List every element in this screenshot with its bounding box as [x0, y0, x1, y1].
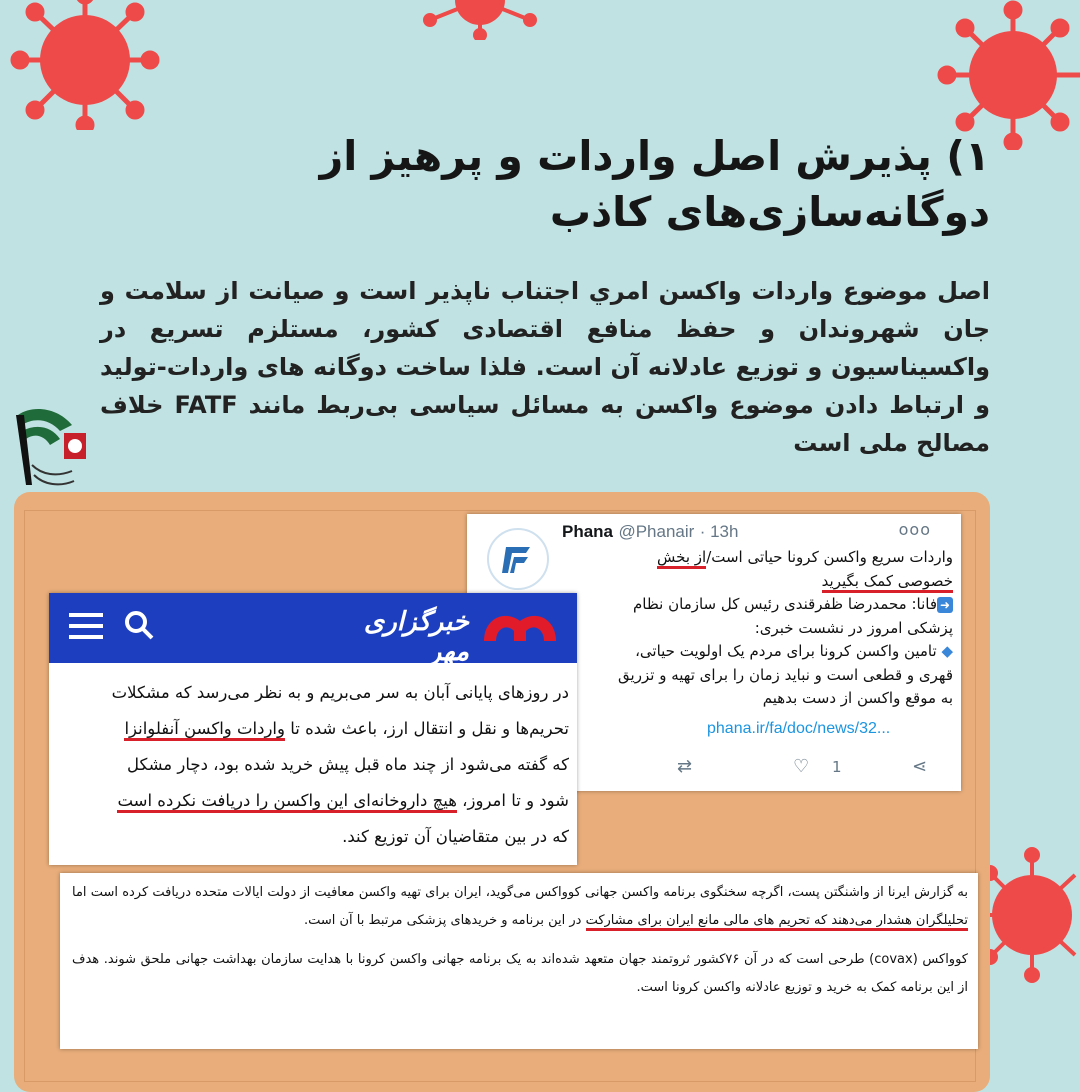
- mehr-line-1: در روزهای پایانی آبان به سر می‌بریم و به نظر می‌رسد که مشکلات: [111, 683, 569, 702]
- organization-logo-icon: [12, 405, 88, 495]
- tweet-link[interactable]: phana.ir/fa/doc/news/32...: [707, 720, 891, 737]
- arrow-icon: ➜: [937, 597, 953, 613]
- tweet-author[interactable]: Phana: [562, 522, 614, 541]
- article-text: [72, 879, 968, 1013]
- mehr-line-2a: تحریم‌ها و نقل و انتقال ارز، باعث شده تا: [284, 719, 569, 738]
- article-paragraph-2: کوواکس (covax) طرحی است که در آن ۷۶کشور ثروتمند جهان متعهد شده‌اند به یک برنامه جهانی واکسن کرونا با هدایت سازمان بهداشت جهانی ملحق شوند. هدف از این برنامه کمک به خرید و توزیع عادلانه واکسن کرونا است.: [72, 952, 968, 995]
- mehr-line-4a: شود و تا امروز،: [456, 791, 569, 810]
- tweet-header: [562, 522, 738, 542]
- virus-icon: [0, 0, 170, 130]
- search-icon[interactable]: [123, 609, 155, 641]
- article-paragraph-1: [72, 879, 968, 935]
- article-p1-highlight: تحلیلگران هشدار می‌دهند که تحریم های مالی مانع ایران برای مشارکت: [586, 913, 968, 931]
- mehr-line-5: که در بین متقاضیان آن توزیع کند.: [342, 827, 569, 846]
- share-icon[interactable]: ⋖: [912, 756, 928, 777]
- more-options-icon[interactable]: ooo: [898, 520, 931, 539]
- menu-icon[interactable]: [69, 611, 103, 641]
- mehr-article-text: [61, 675, 569, 855]
- page-title: ۱) پذیرش اصل واردات و پرهیز از دوگانه‌سازی‌های کاذب: [319, 132, 990, 236]
- article-p1-c: در این برنامه و خریدهای پزشکی مرتبط با آن است.: [303, 913, 586, 928]
- tweet-line-1a: واردات سریع واکسن کرونا حیاتی است/: [706, 548, 953, 566]
- tweet-line-3: فانا: محمدرضا ظفرقندی رئیس کل سازمان نظام: [633, 595, 937, 613]
- tweet-time: · 13h: [699, 522, 739, 541]
- mehr-news-card: [49, 593, 577, 865]
- mehr-line-2b: واردات واکسن آنفلوانزا: [124, 719, 285, 741]
- avatar[interactable]: [487, 528, 549, 590]
- tweet-line-1b: از بخش: [657, 548, 706, 569]
- mehr-logo-text: خبرگزاری مهر: [363, 607, 469, 667]
- heart-icon[interactable]: ♡: [793, 756, 810, 777]
- tweet-line-5: تامین واکسن کرونا برای مردم یک اولویت حیاتی،: [635, 642, 937, 660]
- tweet-line-4: پزشکی امروز در نشست خبری:: [754, 618, 953, 637]
- diamond-icon: ◆: [936, 642, 953, 660]
- like-count: 1: [832, 758, 842, 776]
- tweet-handle[interactable]: @Phanair: [618, 522, 695, 541]
- avatar-logo-icon: [498, 539, 538, 579]
- mehr-line-4b: هیچ داروخانه‌ای این واکسن را دریافت نکرده است: [117, 791, 457, 813]
- body-paragraph: اصل موضوع واردات واکسن امري اجتناب ناپذير است و صيانت از سلامت و جان شهروندان و حفظ منافع اقتصادی کشور، مستلزم تسریع در واکسیناسیون و توزیع عادلانه آن است. فلذا ساخت دوگانه های واردات-تولید و ارتباط دادن موضوع واکسن به مسائل سیاسی بی‌ربط مانند FATF خلاف مصالح ملی است: [100, 277, 990, 457]
- article-p1-a: به گزارش ایرنا از واشنگتن پست، اگرچه سخنگوی برنامه واکسن جهانی کوواکس می‌گوید، ایران برای تهیه واکسن معافیت از دولت ایالات متحده دریافت کرده است اما: [72, 885, 968, 900]
- retweet-icon[interactable]: ⇄: [677, 756, 693, 777]
- tweet-text: [567, 546, 953, 711]
- tweet-line-7: به موقع واکسن از دست بدهیم: [762, 689, 953, 707]
- virus-icon: [420, 0, 540, 40]
- tweet-line-2: خصوصی کمک بگیرید: [822, 572, 953, 593]
- mehr-logo-icon: [474, 601, 566, 655]
- mehr-header: [49, 593, 577, 667]
- tweet-line-6: قهری و قطعی است و نباید زمان را برای تهیه و تزریق: [618, 665, 953, 684]
- mehr-line-3: که گفته می‌شود از چند ماه قبل پیش خرید شده بود، دچار مشکل: [126, 755, 569, 774]
- article-excerpt: [60, 873, 978, 1049]
